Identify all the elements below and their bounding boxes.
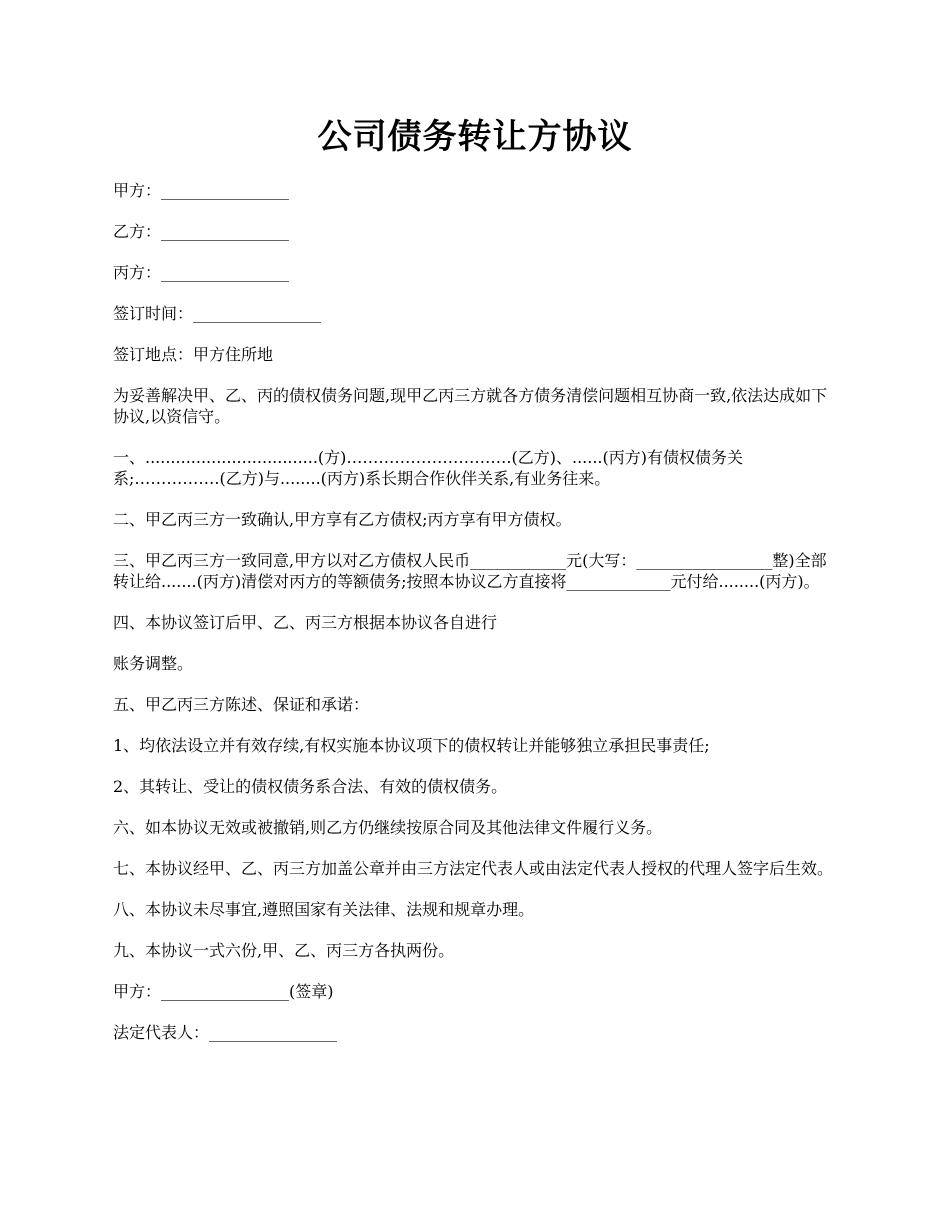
legal-representative-line: 法定代表人：________________ <box>113 1023 338 1042</box>
clause-5-item-1: 1、均依法设立并有效存续,有权实施本协议项下的债权转让并能够独立承担民事责任; <box>113 736 710 755</box>
clause-8: 八、本协议未尽事宜,遵照国家有关法律、法规和规章办理。 <box>113 900 535 919</box>
party-c-line: 丙方：________________ <box>113 263 290 282</box>
clause-5: 五、甲乙丙三方陈述、保证和承诺： <box>113 695 370 714</box>
document-body <box>113 180 840 1063</box>
clause-3: 三、甲乙丙三方一致同意,甲方以对乙方债权人民币____________元(大写：_________________整)全部转让给.......(丙方)清偿对丙方的等额债务;按照本协议乙方直接将_____________元付给........(丙方)。 <box>113 551 827 591</box>
clause-1: 一、..................................(方)………………………….(乙方)、......(丙方)有债权债务关系;…………….(乙方)与........(丙方)系长期合作伙伴关系,有业务往来。 <box>113 448 743 488</box>
preamble-paragraph: 为妥善解决甲、乙、丙的债权债务问题,现甲乙丙三方就各方债务清偿问题相互协商一致,依法达成如下协议,以资信守。 <box>113 386 828 426</box>
clause-5-item-2: 2、其转让、受让的债权债务系合法、有效的债权债务。 <box>113 777 508 796</box>
clause-4: 四、本协议签订后甲、乙、丙三方根据本协议各自进行 <box>113 613 498 632</box>
party-a-signature-line: 甲方：________________(签章) <box>113 982 334 1001</box>
clause-7: 七、本协议经甲、乙、丙三方加盖公章并由三方法定代表人或由法定代表人授权的代理人签字后生效。 <box>113 859 834 878</box>
party-b-line: 乙方：________________ <box>113 222 290 241</box>
document-title: 公司债务转让方协议 <box>317 117 633 157</box>
signing-place-line: 签订地点：甲方住所地 <box>113 345 274 364</box>
signing-date-line: 签订时间：________________ <box>113 304 322 323</box>
clause-9: 九、本协议一式六份,甲、乙、丙三方各执两份。 <box>113 941 455 960</box>
clause-6: 六、如本协议无效或被撤销,则乙方仍继续按原合同及其他法律文件履行义务。 <box>113 818 663 837</box>
party-a-line: 甲方：________________ <box>113 181 290 200</box>
clause-2: 二、甲乙丙三方一致确认,甲方享有乙方债权;丙方享有甲方债权。 <box>113 510 572 529</box>
clause-4-continued: 账务调整。 <box>113 654 194 673</box>
